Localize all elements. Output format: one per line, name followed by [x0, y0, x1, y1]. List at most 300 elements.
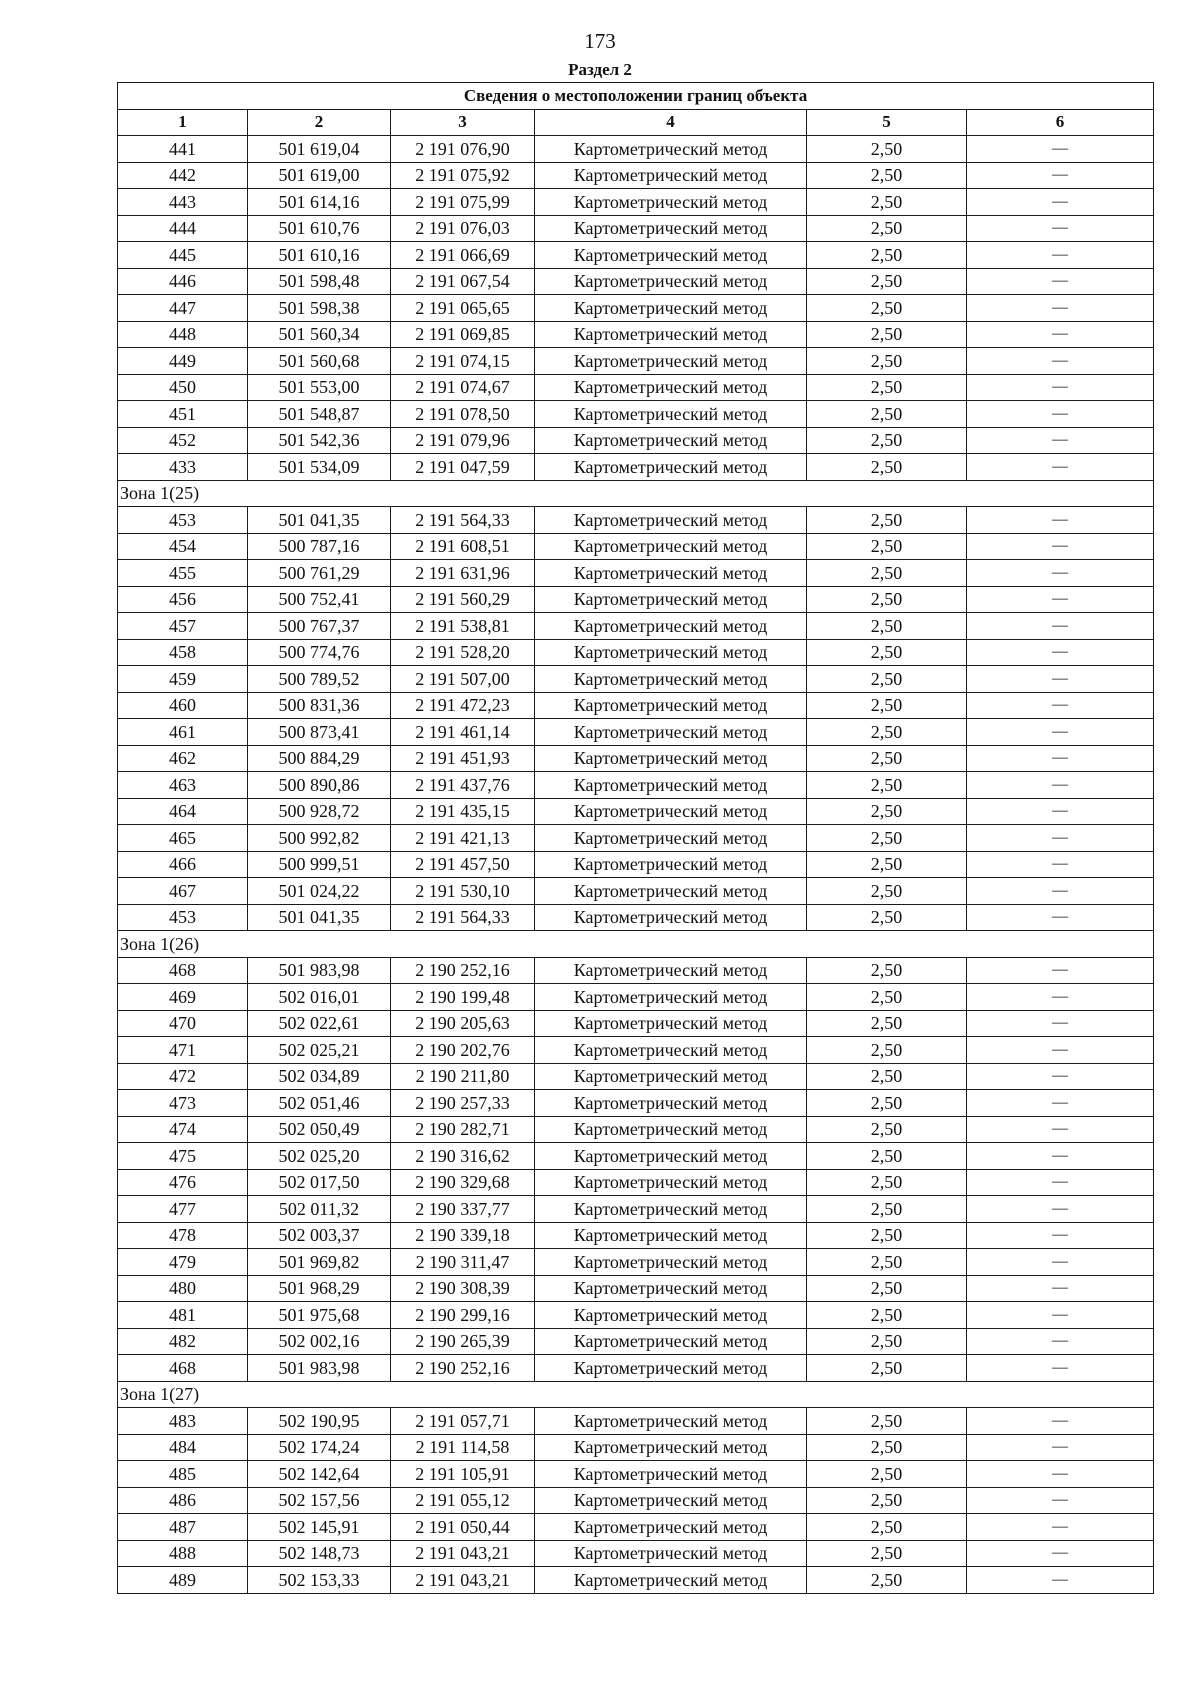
x-coordinate-cell: 501 610,76 [248, 215, 391, 242]
x-coordinate-cell: 500 884,29 [248, 745, 391, 772]
table-body [118, 136, 1154, 1594]
x-coordinate-cell: 501 614,16 [248, 189, 391, 216]
accuracy-cell: 2,50 [807, 1461, 967, 1488]
table-row [118, 427, 1154, 454]
point-number-cell: 455 [118, 560, 248, 587]
point-number-cell: 453 [118, 507, 248, 534]
y-coordinate-cell: 2 191 065,65 [391, 295, 535, 322]
point-number-cell: 475 [118, 1143, 248, 1170]
x-coordinate-cell: 502 190,95 [248, 1408, 391, 1435]
point-number-cell: 444 [118, 215, 248, 242]
point-number-cell: 474 [118, 1116, 248, 1143]
point-number-cell: 465 [118, 825, 248, 852]
method-cell: Картометрический метод [535, 639, 807, 666]
accuracy-cell: 2,50 [807, 984, 967, 1011]
column-header-4: 4 [535, 109, 807, 136]
zone-caption: Зона 1(27) [118, 1381, 1154, 1408]
y-coordinate-cell: 2 190 308,39 [391, 1275, 535, 1302]
point-number-cell: 481 [118, 1302, 248, 1329]
zone-row [118, 931, 1154, 958]
y-coordinate-cell: 2 190 199,48 [391, 984, 535, 1011]
point-number-cell: 463 [118, 772, 248, 799]
table-row [118, 1222, 1154, 1249]
point-number-cell: 453 [118, 904, 248, 931]
table-row [118, 639, 1154, 666]
x-coordinate-cell: 501 560,68 [248, 348, 391, 375]
y-coordinate-cell: 2 191 538,81 [391, 613, 535, 640]
table-row [118, 295, 1154, 322]
table-row [118, 1116, 1154, 1143]
point-number-cell: 466 [118, 851, 248, 878]
point-number-cell: 469 [118, 984, 248, 1011]
section-title: Раздел 2 [568, 60, 632, 79]
table-row [118, 1302, 1154, 1329]
accuracy-cell: 2,50 [807, 1355, 967, 1382]
y-coordinate-cell: 2 190 211,80 [391, 1063, 535, 1090]
y-coordinate-cell: 2 191 564,33 [391, 904, 535, 931]
accuracy-cell: 2,50 [807, 427, 967, 454]
point-number-cell: 441 [118, 136, 248, 163]
method-cell: Картометрический метод [535, 719, 807, 746]
y-coordinate-cell: 2 191 114,58 [391, 1434, 535, 1461]
description-cell: — [967, 692, 1154, 719]
point-number-cell: 446 [118, 268, 248, 295]
description-cell: — [967, 1487, 1154, 1514]
column-header-2: 2 [248, 109, 391, 136]
y-coordinate-cell: 2 190 311,47 [391, 1249, 535, 1276]
y-coordinate-cell: 2 190 202,76 [391, 1037, 535, 1064]
x-coordinate-cell: 502 002,16 [248, 1328, 391, 1355]
description-cell: — [967, 666, 1154, 693]
table-row [118, 136, 1154, 163]
x-coordinate-cell: 502 003,37 [248, 1222, 391, 1249]
x-coordinate-cell: 500 873,41 [248, 719, 391, 746]
accuracy-cell: 2,50 [807, 851, 967, 878]
point-number-cell: 448 [118, 321, 248, 348]
method-cell: Картометрический метод [535, 851, 807, 878]
method-cell: Картометрический метод [535, 984, 807, 1011]
accuracy-cell: 2,50 [807, 957, 967, 984]
table-row [118, 1143, 1154, 1170]
column-header-5: 5 [807, 109, 967, 136]
zone-caption: Зона 1(25) [118, 480, 1154, 507]
x-coordinate-cell: 500 831,36 [248, 692, 391, 719]
x-coordinate-cell: 501 983,98 [248, 957, 391, 984]
x-coordinate-cell: 500 787,16 [248, 533, 391, 560]
y-coordinate-cell: 2 191 105,91 [391, 1461, 535, 1488]
accuracy-cell: 2,50 [807, 1116, 967, 1143]
x-coordinate-cell: 500 761,29 [248, 560, 391, 587]
point-number-cell: 473 [118, 1090, 248, 1117]
y-coordinate-cell: 2 191 461,14 [391, 719, 535, 746]
table-row [118, 1010, 1154, 1037]
table-row [118, 242, 1154, 269]
description-cell: — [967, 1514, 1154, 1541]
point-number-cell: 478 [118, 1222, 248, 1249]
method-cell: Картометрический метод [535, 692, 807, 719]
method-cell: Картометрический метод [535, 798, 807, 825]
accuracy-cell: 2,50 [807, 1010, 967, 1037]
x-coordinate-cell: 502 142,64 [248, 1461, 391, 1488]
method-cell: Картометрический метод [535, 321, 807, 348]
point-number-cell: 433 [118, 454, 248, 481]
method-cell: Картометрический метод [535, 1249, 807, 1276]
point-number-cell: 471 [118, 1037, 248, 1064]
description-cell: — [967, 1540, 1154, 1567]
x-coordinate-cell: 501 975,68 [248, 1302, 391, 1329]
x-coordinate-cell: 501 041,35 [248, 904, 391, 931]
point-number-cell: 451 [118, 401, 248, 428]
table-row [118, 798, 1154, 825]
point-number-cell: 489 [118, 1567, 248, 1594]
description-cell: — [967, 454, 1154, 481]
column-header-3: 3 [391, 109, 535, 136]
y-coordinate-cell: 2 191 564,33 [391, 507, 535, 534]
accuracy-cell: 2,50 [807, 1514, 967, 1541]
accuracy-cell: 2,50 [807, 1222, 967, 1249]
method-cell: Картометрический метод [535, 1434, 807, 1461]
x-coordinate-cell: 501 619,00 [248, 162, 391, 189]
description-cell: — [967, 639, 1154, 666]
y-coordinate-cell: 2 190 205,63 [391, 1010, 535, 1037]
point-number-cell: 457 [118, 613, 248, 640]
point-number-cell: 460 [118, 692, 248, 719]
accuracy-cell: 2,50 [807, 507, 967, 534]
method-cell: Картометрический метод [535, 401, 807, 428]
table-row [118, 692, 1154, 719]
description-cell: — [967, 295, 1154, 322]
method-cell: Картометрический метод [535, 1090, 807, 1117]
boundary-coordinates-table [117, 82, 1154, 1594]
point-number-cell: 450 [118, 374, 248, 401]
y-coordinate-cell: 2 190 339,18 [391, 1222, 535, 1249]
method-cell: Картометрический метод [535, 454, 807, 481]
x-coordinate-cell: 502 051,46 [248, 1090, 391, 1117]
x-coordinate-cell: 502 174,24 [248, 1434, 391, 1461]
description-cell: — [967, 189, 1154, 216]
accuracy-cell: 2,50 [807, 772, 967, 799]
y-coordinate-cell: 2 191 528,20 [391, 639, 535, 666]
accuracy-cell: 2,50 [807, 1169, 967, 1196]
table-row [118, 1249, 1154, 1276]
method-cell: Картометрический метод [535, 560, 807, 587]
table-row [118, 1196, 1154, 1223]
description-cell: — [967, 348, 1154, 375]
x-coordinate-cell: 501 983,98 [248, 1355, 391, 1382]
description-cell: — [967, 427, 1154, 454]
y-coordinate-cell: 2 190 265,39 [391, 1328, 535, 1355]
x-coordinate-cell: 501 534,09 [248, 454, 391, 481]
description-cell: — [967, 1037, 1154, 1064]
accuracy-cell: 2,50 [807, 348, 967, 375]
accuracy-cell: 2,50 [807, 321, 967, 348]
table-row [118, 268, 1154, 295]
table-row [118, 904, 1154, 931]
point-number-cell: 442 [118, 162, 248, 189]
accuracy-cell: 2,50 [807, 454, 967, 481]
column-header-row [118, 109, 1154, 136]
y-coordinate-cell: 2 191 435,15 [391, 798, 535, 825]
table-row [118, 1169, 1154, 1196]
description-cell: — [967, 1434, 1154, 1461]
x-coordinate-cell: 501 542,36 [248, 427, 391, 454]
y-coordinate-cell: 2 191 608,51 [391, 533, 535, 560]
y-coordinate-cell: 2 190 299,16 [391, 1302, 535, 1329]
y-coordinate-cell: 2 191 043,21 [391, 1540, 535, 1567]
accuracy-cell: 2,50 [807, 798, 967, 825]
description-cell: — [967, 1249, 1154, 1276]
table-row [118, 719, 1154, 746]
accuracy-cell: 2,50 [807, 1196, 967, 1223]
table-row [118, 162, 1154, 189]
table-row [118, 215, 1154, 242]
description-cell: — [967, 1355, 1154, 1382]
method-cell: Картометрический метод [535, 878, 807, 905]
accuracy-cell: 2,50 [807, 136, 967, 163]
y-coordinate-cell: 2 191 078,50 [391, 401, 535, 428]
x-coordinate-cell: 501 619,04 [248, 136, 391, 163]
method-cell: Картометрический метод [535, 215, 807, 242]
table-row [118, 401, 1154, 428]
method-cell: Картометрический метод [535, 772, 807, 799]
table-row [118, 1355, 1154, 1382]
y-coordinate-cell: 2 191 067,54 [391, 268, 535, 295]
accuracy-cell: 2,50 [807, 189, 967, 216]
x-coordinate-cell: 501 560,34 [248, 321, 391, 348]
y-coordinate-cell: 2 190 282,71 [391, 1116, 535, 1143]
table-row [118, 957, 1154, 984]
description-cell: — [967, 613, 1154, 640]
x-coordinate-cell: 500 928,72 [248, 798, 391, 825]
x-coordinate-cell: 500 752,41 [248, 586, 391, 613]
x-coordinate-cell: 500 774,76 [248, 639, 391, 666]
y-coordinate-cell: 2 191 069,85 [391, 321, 535, 348]
accuracy-cell: 2,50 [807, 1143, 967, 1170]
description-cell: — [967, 851, 1154, 878]
accuracy-cell: 2,50 [807, 1540, 967, 1567]
description-cell: — [967, 533, 1154, 560]
table-row [118, 1090, 1154, 1117]
method-cell: Картометрический метод [535, 1143, 807, 1170]
description-cell: — [967, 984, 1154, 1011]
y-coordinate-cell: 2 191 075,92 [391, 162, 535, 189]
method-cell: Картометрический метод [535, 1487, 807, 1514]
method-cell: Картометрический метод [535, 507, 807, 534]
table-row [118, 560, 1154, 587]
table-row [118, 348, 1154, 375]
method-cell: Картометрический метод [535, 1567, 807, 1594]
x-coordinate-cell: 501 553,00 [248, 374, 391, 401]
y-coordinate-cell: 2 190 252,16 [391, 957, 535, 984]
y-coordinate-cell: 2 190 316,62 [391, 1143, 535, 1170]
accuracy-cell: 2,50 [807, 374, 967, 401]
x-coordinate-cell: 502 034,89 [248, 1063, 391, 1090]
point-number-cell: 487 [118, 1514, 248, 1541]
description-cell: — [967, 321, 1154, 348]
y-coordinate-cell: 2 191 057,71 [391, 1408, 535, 1435]
accuracy-cell: 2,50 [807, 825, 967, 852]
y-coordinate-cell: 2 191 457,50 [391, 851, 535, 878]
accuracy-cell: 2,50 [807, 1567, 967, 1594]
method-cell: Картометрический метод [535, 136, 807, 163]
x-coordinate-cell: 502 011,32 [248, 1196, 391, 1223]
x-coordinate-cell: 500 767,37 [248, 613, 391, 640]
y-coordinate-cell: 2 191 074,15 [391, 348, 535, 375]
point-number-cell: 488 [118, 1540, 248, 1567]
method-cell: Картометрический метод [535, 268, 807, 295]
x-coordinate-cell: 502 050,49 [248, 1116, 391, 1143]
point-number-cell: 458 [118, 639, 248, 666]
y-coordinate-cell: 2 191 066,69 [391, 242, 535, 269]
method-cell: Картометрический метод [535, 1010, 807, 1037]
x-coordinate-cell: 500 890,86 [248, 772, 391, 799]
x-coordinate-cell: 501 598,38 [248, 295, 391, 322]
description-cell: — [967, 1275, 1154, 1302]
method-cell: Картометрический метод [535, 427, 807, 454]
y-coordinate-cell: 2 191 530,10 [391, 878, 535, 905]
accuracy-cell: 2,50 [807, 1249, 967, 1276]
accuracy-cell: 2,50 [807, 533, 967, 560]
table-row [118, 851, 1154, 878]
table-row [118, 507, 1154, 534]
accuracy-cell: 2,50 [807, 242, 967, 269]
accuracy-cell: 2,50 [807, 878, 967, 905]
accuracy-cell: 2,50 [807, 666, 967, 693]
description-cell: — [967, 1010, 1154, 1037]
point-number-cell: 476 [118, 1169, 248, 1196]
y-coordinate-cell: 2 191 560,29 [391, 586, 535, 613]
table-row [118, 613, 1154, 640]
method-cell: Картометрический метод [535, 1116, 807, 1143]
y-coordinate-cell: 2 190 252,16 [391, 1355, 535, 1382]
method-cell: Картометрический метод [535, 189, 807, 216]
accuracy-cell: 2,50 [807, 1037, 967, 1064]
method-cell: Картометрический метод [535, 242, 807, 269]
point-number-cell: 483 [118, 1408, 248, 1435]
point-number-cell: 480 [118, 1275, 248, 1302]
description-cell: — [967, 1169, 1154, 1196]
description-cell: — [967, 1461, 1154, 1488]
description-cell: — [967, 825, 1154, 852]
point-number-cell: 479 [118, 1249, 248, 1276]
accuracy-cell: 2,50 [807, 1302, 967, 1329]
page-number: 173 [584, 29, 616, 53]
description-cell: — [967, 904, 1154, 931]
table-row [118, 1408, 1154, 1435]
description-cell: — [967, 1196, 1154, 1223]
x-coordinate-cell: 501 548,87 [248, 401, 391, 428]
method-cell: Картометрический метод [535, 1514, 807, 1541]
point-number-cell: 472 [118, 1063, 248, 1090]
point-number-cell: 464 [118, 798, 248, 825]
description-cell: — [967, 136, 1154, 163]
point-number-cell: 484 [118, 1434, 248, 1461]
method-cell: Картометрический метод [535, 348, 807, 375]
accuracy-cell: 2,50 [807, 586, 967, 613]
column-header-1: 1 [118, 109, 248, 136]
table-row [118, 1037, 1154, 1064]
zone-row [118, 480, 1154, 507]
accuracy-cell: 2,50 [807, 401, 967, 428]
x-coordinate-cell: 502 145,91 [248, 1514, 391, 1541]
x-coordinate-cell: 502 025,21 [248, 1037, 391, 1064]
method-cell: Картометрический метод [535, 1355, 807, 1382]
y-coordinate-cell: 2 191 472,23 [391, 692, 535, 719]
method-cell: Картометрический метод [535, 1461, 807, 1488]
x-coordinate-cell: 502 022,61 [248, 1010, 391, 1037]
y-coordinate-cell: 2 191 074,67 [391, 374, 535, 401]
description-cell: — [967, 1408, 1154, 1435]
table-row [118, 1434, 1154, 1461]
y-coordinate-cell: 2 191 047,59 [391, 454, 535, 481]
y-coordinate-cell: 2 191 043,21 [391, 1567, 535, 1594]
y-coordinate-cell: 2 190 257,33 [391, 1090, 535, 1117]
table-row [118, 454, 1154, 481]
method-cell: Картометрический метод [535, 1328, 807, 1355]
description-cell: — [967, 878, 1154, 905]
x-coordinate-cell: 500 999,51 [248, 851, 391, 878]
point-number-cell: 485 [118, 1461, 248, 1488]
point-number-cell: 468 [118, 957, 248, 984]
accuracy-cell: 2,50 [807, 1063, 967, 1090]
method-cell: Картометрический метод [535, 374, 807, 401]
x-coordinate-cell: 501 024,22 [248, 878, 391, 905]
method-cell: Картометрический метод [535, 1222, 807, 1249]
table-row [118, 1514, 1154, 1541]
description-cell: — [967, 162, 1154, 189]
table-caption-row [118, 83, 1154, 110]
x-coordinate-cell: 502 017,50 [248, 1169, 391, 1196]
description-cell: — [967, 586, 1154, 613]
method-cell: Картометрический метод [535, 957, 807, 984]
description-cell: — [967, 798, 1154, 825]
description-cell: — [967, 1063, 1154, 1090]
method-cell: Картометрический метод [535, 1063, 807, 1090]
x-coordinate-cell: 502 148,73 [248, 1540, 391, 1567]
x-coordinate-cell: 502 153,33 [248, 1567, 391, 1594]
accuracy-cell: 2,50 [807, 162, 967, 189]
accuracy-cell: 2,50 [807, 1090, 967, 1117]
method-cell: Картометрический метод [535, 533, 807, 560]
zone-row [118, 1381, 1154, 1408]
table-row [118, 374, 1154, 401]
method-cell: Картометрический метод [535, 904, 807, 931]
accuracy-cell: 2,50 [807, 613, 967, 640]
table-row [118, 586, 1154, 613]
method-cell: Картометрический метод [535, 1540, 807, 1567]
accuracy-cell: 2,50 [807, 639, 967, 666]
x-coordinate-cell: 502 016,01 [248, 984, 391, 1011]
x-coordinate-cell: 501 969,82 [248, 1249, 391, 1276]
table-row [118, 1567, 1154, 1594]
description-cell: — [967, 242, 1154, 269]
description-cell: — [967, 374, 1154, 401]
table-row [118, 1461, 1154, 1488]
accuracy-cell: 2,50 [807, 745, 967, 772]
table-row [118, 1487, 1154, 1514]
method-cell: Картометрический метод [535, 613, 807, 640]
table-row [118, 533, 1154, 560]
y-coordinate-cell: 2 191 075,99 [391, 189, 535, 216]
description-cell: — [967, 772, 1154, 799]
description-cell: — [967, 1328, 1154, 1355]
point-number-cell: 482 [118, 1328, 248, 1355]
accuracy-cell: 2,50 [807, 1328, 967, 1355]
accuracy-cell: 2,50 [807, 904, 967, 931]
description-cell: — [967, 507, 1154, 534]
table-row [118, 745, 1154, 772]
description-cell: — [967, 719, 1154, 746]
